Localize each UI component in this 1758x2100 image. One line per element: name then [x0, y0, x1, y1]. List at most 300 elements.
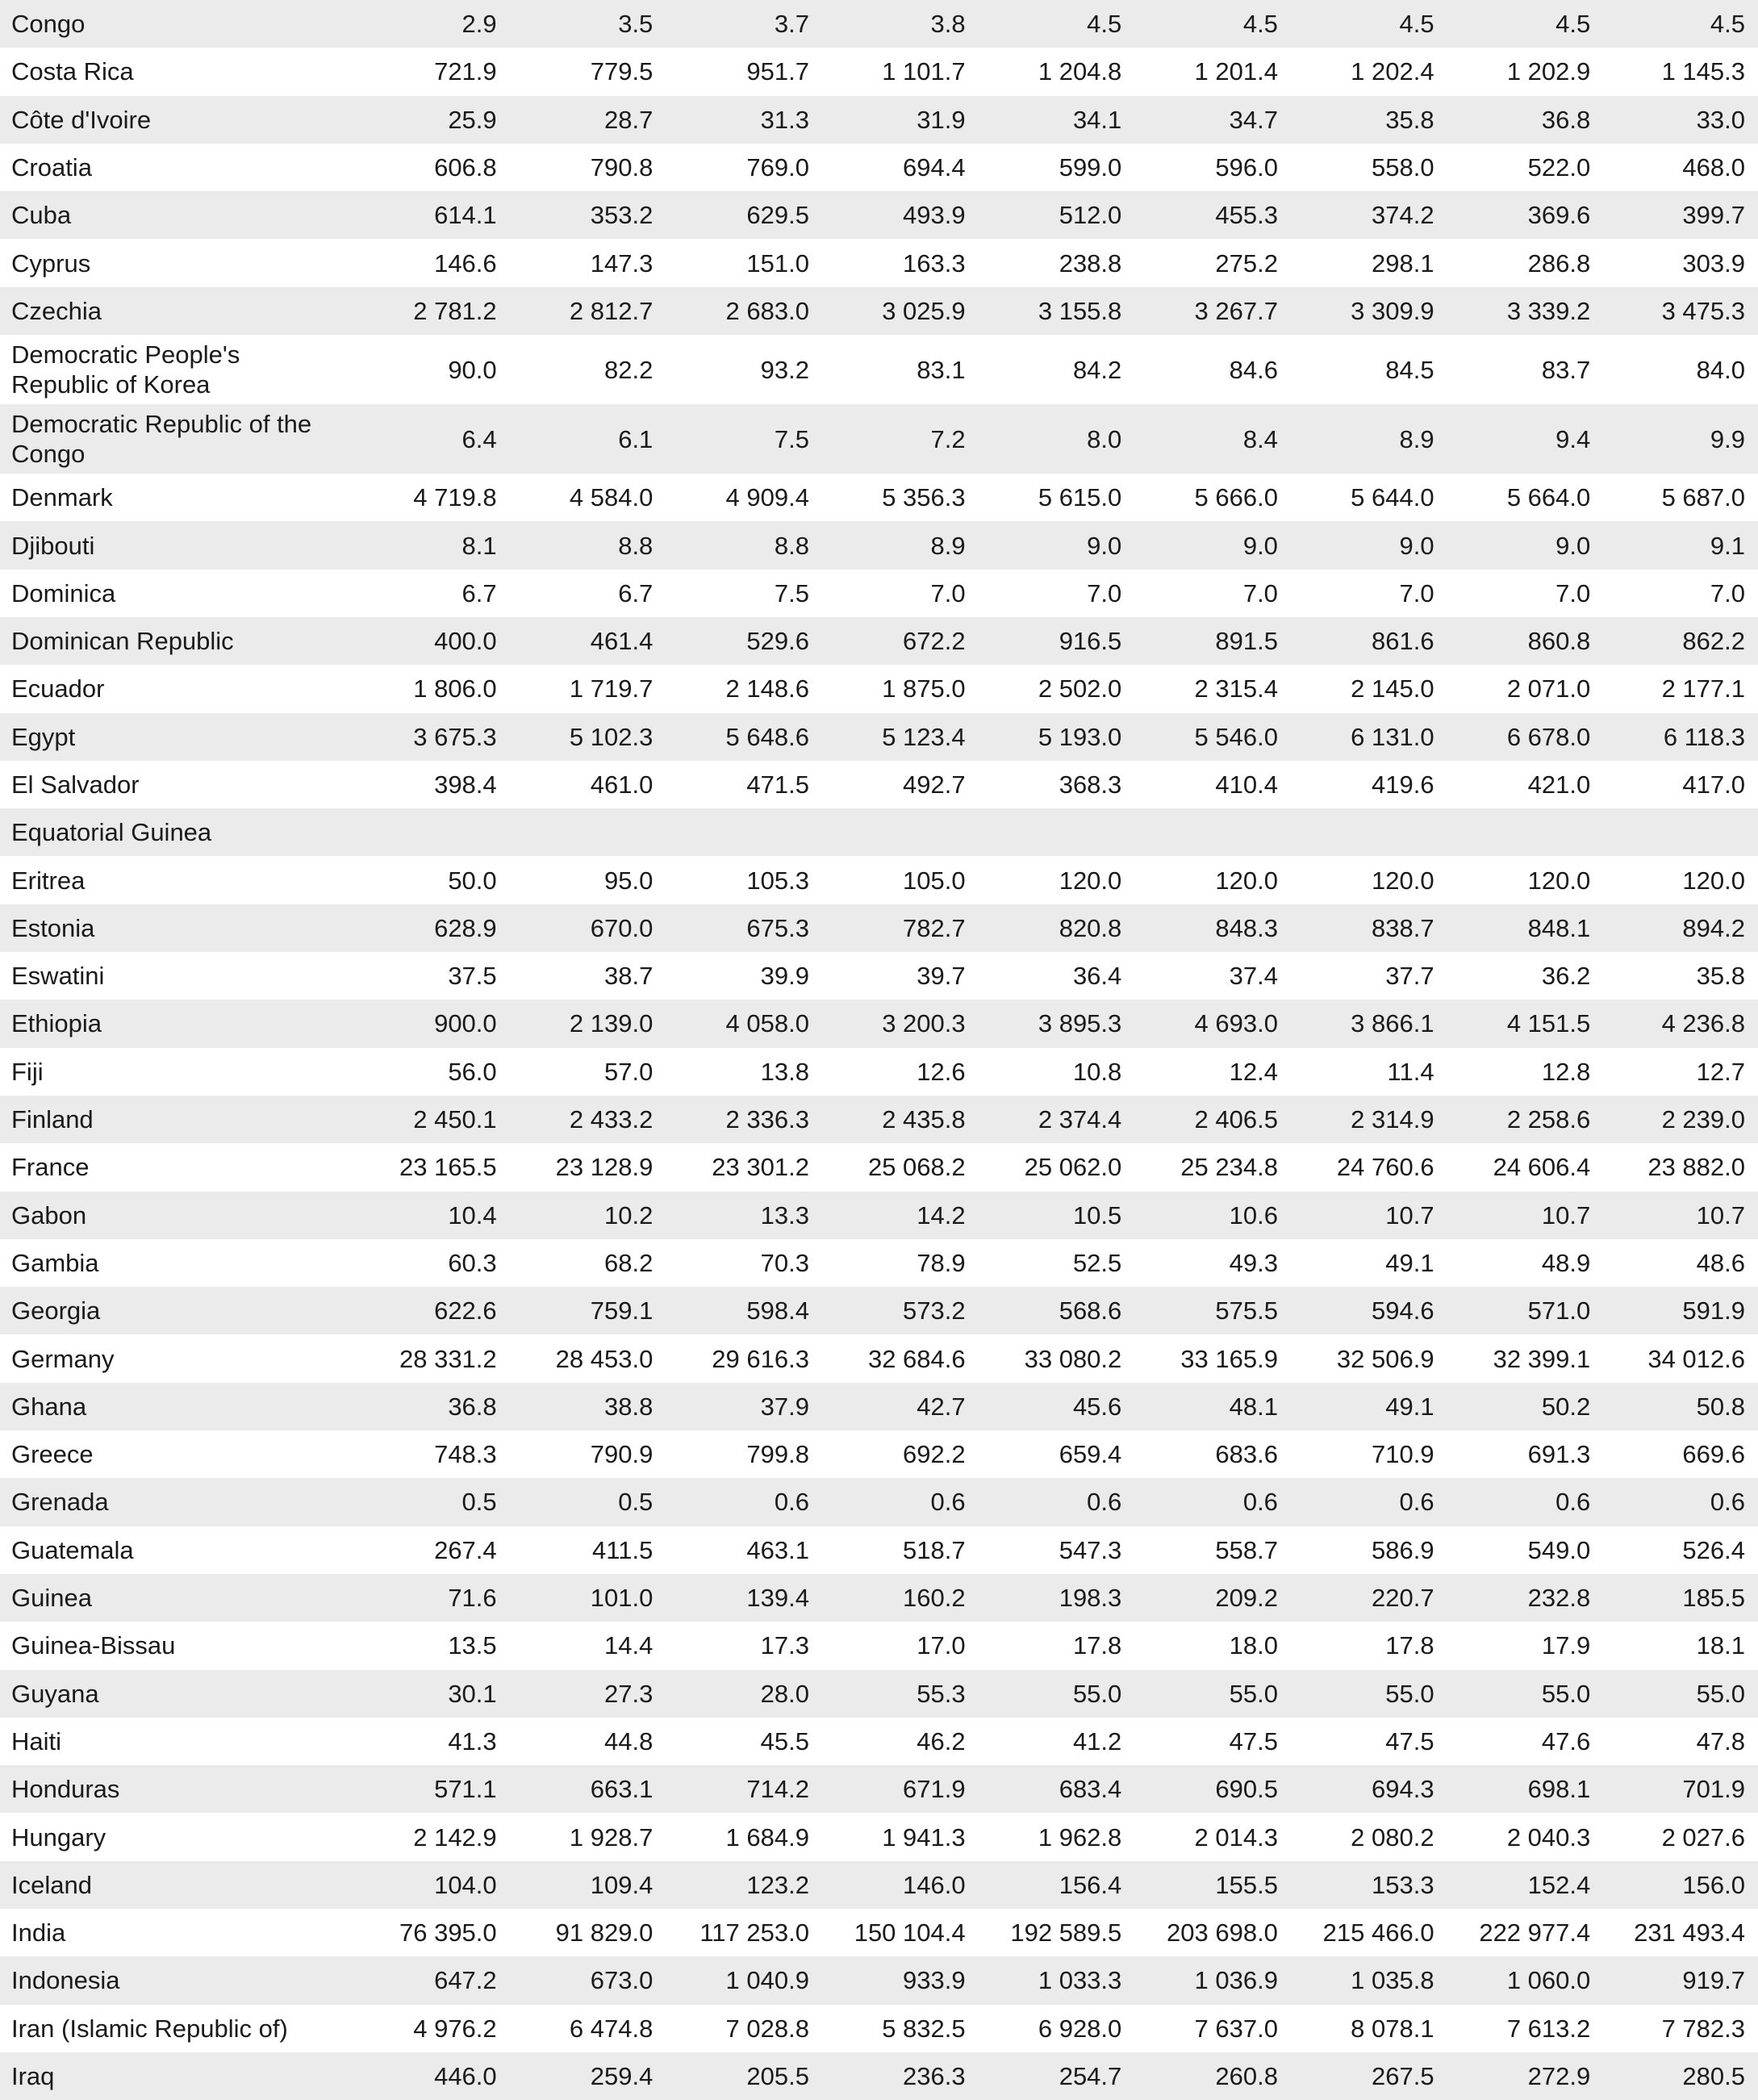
- value-cell: 1 101.7: [882, 57, 966, 86]
- value-cell: 1 201.4: [1194, 57, 1278, 86]
- value-cell: 146.6: [434, 248, 497, 278]
- value-cell: 1 204.8: [1038, 57, 1122, 86]
- value-cell: 57.0: [603, 1057, 654, 1086]
- value-cell: 24 760.6: [1336, 1153, 1434, 1182]
- value-cell: 215 466.0: [1322, 1918, 1434, 1948]
- value-cell: 33 080.2: [1024, 1344, 1122, 1373]
- value-cell: 860.8: [1527, 627, 1591, 656]
- value-cell: 4 976.2: [413, 2014, 497, 2043]
- value-cell: 34 012.6: [1647, 1344, 1745, 1373]
- country-name-cell: Eritrea: [11, 866, 86, 895]
- country-name-cell: Iraq: [11, 2062, 55, 2091]
- value-cell: 12.4: [1229, 1057, 1278, 1086]
- value-cell: 575.5: [1215, 1296, 1278, 1326]
- value-cell: 5 664.0: [1506, 483, 1591, 512]
- value-cell: 49.3: [1229, 1248, 1278, 1277]
- value-cell: 4 236.8: [1661, 1009, 1745, 1038]
- value-cell: 586.9: [1372, 1535, 1434, 1564]
- value-cell: 596.0: [1215, 153, 1278, 182]
- country-name-cell: Dominican Republic: [11, 627, 234, 656]
- value-cell: 647.2: [434, 1966, 497, 1995]
- value-cell: [664, 808, 821, 856]
- value-cell: 7.0: [930, 578, 966, 607]
- value-cell: 10.5: [1072, 1200, 1122, 1230]
- value-cell: 160.2: [903, 1584, 966, 1613]
- value-cell: 298.1: [1372, 248, 1434, 278]
- value-cell: 84.2: [1072, 355, 1122, 384]
- value-cell: 8.4: [1242, 424, 1278, 453]
- value-cell: 421.0: [1527, 770, 1591, 799]
- value-cell: 779.5: [590, 57, 654, 86]
- value-cell: 368.3: [1059, 770, 1122, 799]
- value-cell: 5 615.0: [1038, 483, 1122, 512]
- value-cell: 29 616.3: [712, 1344, 809, 1373]
- value-cell: 13.5: [448, 1631, 497, 1660]
- value-cell: 25 234.8: [1180, 1153, 1278, 1182]
- country-name-cell: Guyana: [11, 1679, 99, 1708]
- value-cell: 105.3: [746, 866, 809, 895]
- value-cell: 0.5: [618, 1488, 654, 1517]
- value-cell: 6.1: [618, 424, 654, 453]
- value-cell: 672.2: [903, 627, 966, 656]
- country-name-cell: Ecuador: [11, 674, 105, 703]
- value-cell: 3 339.2: [1506, 296, 1591, 325]
- value-cell: 951.7: [746, 57, 809, 86]
- value-cell: 44.8: [603, 1726, 654, 1756]
- value-cell: 374.2: [1372, 201, 1434, 230]
- value-cell: 547.3: [1059, 1535, 1122, 1564]
- country-name-cell: Democratic Republic of the Congo: [11, 410, 312, 469]
- value-cell: 461.4: [590, 627, 654, 656]
- value-cell: 84.5: [1385, 355, 1434, 384]
- value-cell: 2 258.6: [1506, 1105, 1591, 1134]
- value-cell: 694.3: [1372, 1775, 1434, 1804]
- value-cell: 12.8: [1541, 1057, 1591, 1086]
- value-cell: 398.4: [434, 770, 497, 799]
- value-cell: 1 928.7: [569, 1822, 654, 1852]
- value-cell: 36.8: [448, 1392, 497, 1421]
- value-cell: 411.5: [592, 1535, 654, 1564]
- value-cell: 6 928.0: [1038, 2014, 1122, 2043]
- value-cell: 231 493.4: [1634, 1918, 1745, 1948]
- value-cell: 675.3: [746, 913, 809, 942]
- country-name-cell: Equatorial Guinea: [11, 818, 212, 847]
- value-cell: 782.7: [903, 913, 966, 942]
- value-cell: 4.5: [1710, 10, 1745, 39]
- value-cell: 185.5: [1682, 1584, 1745, 1613]
- value-cell: 1 040.9: [725, 1966, 809, 1995]
- value-cell: 919.7: [1682, 1966, 1745, 1995]
- value-cell: 49.1: [1385, 1248, 1434, 1277]
- value-cell: 35.8: [1385, 105, 1434, 134]
- value-cell: 848.3: [1215, 913, 1278, 942]
- value-cell: 683.6: [1215, 1440, 1278, 1469]
- value-cell: 522.0: [1527, 153, 1591, 182]
- value-cell: 1 719.7: [569, 674, 654, 703]
- value-cell: 28.0: [760, 1679, 809, 1708]
- value-cell: 76 395.0: [399, 1918, 497, 1948]
- value-cell: 5 687.0: [1661, 483, 1745, 512]
- value-cell: 2 781.2: [413, 296, 497, 325]
- value-cell: 9.4: [1555, 424, 1591, 453]
- value-cell: 670.0: [590, 913, 654, 942]
- value-cell: [977, 808, 1134, 856]
- country-name-cell: Greece: [11, 1440, 94, 1469]
- value-cell: 446.0: [434, 2062, 497, 2091]
- value-cell: 71.6: [448, 1584, 497, 1613]
- value-cell: 2 502.0: [1038, 674, 1122, 703]
- value-cell: 47.8: [1696, 1726, 1745, 1756]
- value-cell: 84.6: [1229, 355, 1278, 384]
- value-cell: 30.1: [448, 1679, 497, 1708]
- country-name-cell: Czechia: [11, 296, 102, 325]
- value-cell: 628.9: [434, 913, 497, 942]
- value-cell: 23 165.5: [399, 1153, 497, 1182]
- table-row: [0, 1526, 1758, 1574]
- value-cell: 38.8: [603, 1392, 654, 1421]
- value-cell: 34.1: [1072, 105, 1122, 134]
- value-cell: 568.6: [1059, 1296, 1122, 1326]
- value-cell: 6 678.0: [1506, 722, 1591, 751]
- value-cell: 4 693.0: [1194, 1009, 1278, 1038]
- country-name-cell: India: [11, 1918, 66, 1948]
- value-cell: 13.3: [760, 1200, 809, 1230]
- value-cell: 0.6: [1555, 1488, 1591, 1517]
- country-name-cell: Fiji: [11, 1057, 44, 1086]
- value-cell: 45.6: [1072, 1392, 1122, 1421]
- value-cell: [821, 808, 977, 856]
- value-cell: 698.1: [1527, 1775, 1591, 1804]
- value-cell: 48.9: [1541, 1248, 1591, 1277]
- value-cell: 614.1: [434, 201, 497, 230]
- value-cell: 32 684.6: [867, 1344, 966, 1373]
- value-cell: [1601, 808, 1758, 856]
- value-cell: 2 139.0: [569, 1009, 654, 1038]
- value-cell: 701.9: [1682, 1775, 1745, 1804]
- value-cell: 41.2: [1072, 1726, 1122, 1756]
- value-cell: 471.5: [746, 770, 809, 799]
- table-row: [0, 2052, 1758, 2100]
- value-cell: 155.5: [1215, 1870, 1278, 1899]
- value-cell: 6 474.8: [569, 2014, 654, 2043]
- value-cell: 2 239.0: [1661, 1105, 1745, 1134]
- value-cell: 1 684.9: [725, 1822, 809, 1852]
- value-cell: 7.5: [774, 424, 809, 453]
- value-cell: 41.3: [448, 1726, 497, 1756]
- value-cell: 7 028.8: [725, 2014, 809, 2043]
- value-cell: 109.4: [590, 1870, 654, 1899]
- value-cell: 8.8: [774, 531, 809, 560]
- value-cell: 7.0: [1399, 578, 1434, 607]
- value-cell: 37.9: [760, 1392, 809, 1421]
- country-name-cell: Estonia: [11, 913, 95, 942]
- value-cell: 4 719.8: [413, 483, 497, 512]
- value-cell: 0.6: [1399, 1488, 1434, 1517]
- value-cell: 9.0: [1242, 531, 1278, 560]
- value-cell: 56.0: [448, 1057, 497, 1086]
- value-cell: 36.4: [1072, 962, 1122, 991]
- value-cell: 683.4: [1059, 1775, 1122, 1804]
- table-row: [0, 1574, 1758, 1622]
- table-row: [0, 856, 1758, 904]
- value-cell: 606.8: [434, 153, 497, 182]
- value-cell: 120.0: [1682, 866, 1745, 895]
- value-cell: 848.1: [1527, 913, 1591, 942]
- table-row: [0, 0, 1758, 48]
- value-cell: 9.0: [1555, 531, 1591, 560]
- table-row: [0, 1956, 1758, 2004]
- value-cell: 25.9: [448, 105, 497, 134]
- value-cell: 10.6: [1229, 1200, 1278, 1230]
- value-cell: 0.6: [1710, 1488, 1745, 1517]
- value-cell: 52.5: [1072, 1248, 1122, 1277]
- value-cell: 28.7: [603, 105, 654, 134]
- value-cell: 18.0: [1229, 1631, 1278, 1660]
- value-cell: 33 165.9: [1180, 1344, 1278, 1373]
- table-row: [0, 1000, 1758, 1047]
- value-cell: 7.0: [1087, 578, 1122, 607]
- value-cell: [508, 808, 665, 856]
- value-cell: 23 882.0: [1647, 1153, 1745, 1182]
- table-row: [0, 474, 1758, 521]
- value-cell: 2 080.2: [1351, 1822, 1434, 1852]
- value-cell: 47.5: [1229, 1726, 1278, 1756]
- value-cell: 222 977.4: [1479, 1918, 1591, 1948]
- value-cell: 1 941.3: [882, 1822, 966, 1852]
- value-cell: 1 875.0: [882, 674, 966, 703]
- value-cell: 4 058.0: [725, 1009, 809, 1038]
- value-cell: 7.5: [774, 578, 809, 607]
- value-cell: 492.7: [903, 770, 966, 799]
- value-cell: 7 613.2: [1506, 2014, 1591, 2043]
- value-cell: 35.8: [1696, 962, 1745, 991]
- value-cell: 591.9: [1682, 1296, 1745, 1326]
- value-cell: 84.0: [1696, 355, 1745, 384]
- country-name-cell: Cyprus: [11, 248, 91, 278]
- value-cell: 50.8: [1696, 1392, 1745, 1421]
- table-row: [0, 287, 1758, 335]
- value-cell: 512.0: [1059, 201, 1122, 230]
- value-cell: 721.9: [434, 57, 497, 86]
- value-cell: 419.6: [1372, 770, 1434, 799]
- value-cell: 17.9: [1541, 1631, 1591, 1660]
- value-cell: 32 506.9: [1336, 1344, 1434, 1373]
- value-cell: 1 145.3: [1661, 57, 1745, 86]
- table-row: [0, 665, 1758, 712]
- table-row: [0, 1670, 1758, 1718]
- value-cell: 2 177.1: [1661, 674, 1745, 703]
- value-cell: 2 433.2: [569, 1105, 654, 1134]
- value-cell: 46.2: [917, 1726, 966, 1756]
- table-row: [0, 404, 1758, 474]
- value-cell: 31.3: [760, 105, 809, 134]
- value-cell: 9.0: [1087, 531, 1122, 560]
- value-cell: 120.0: [1372, 866, 1434, 895]
- table-row: [0, 713, 1758, 761]
- value-cell: 50.0: [448, 866, 497, 895]
- value-cell: 10.4: [448, 1200, 497, 1230]
- value-cell: [1446, 808, 1602, 856]
- value-cell: 353.2: [590, 201, 654, 230]
- value-cell: 153.3: [1372, 1870, 1434, 1899]
- value-cell: 3 267.7: [1194, 296, 1278, 325]
- country-name-cell: Honduras: [11, 1775, 120, 1804]
- value-cell: 23 128.9: [555, 1153, 654, 1182]
- table-row: [0, 570, 1758, 617]
- value-cell: 286.8: [1527, 248, 1591, 278]
- value-cell: 692.2: [903, 1440, 966, 1469]
- value-cell: 8.0: [1087, 424, 1122, 453]
- value-cell: 710.9: [1372, 1440, 1434, 1469]
- value-cell: 55.0: [1541, 1679, 1591, 1708]
- value-cell: 5 356.3: [882, 483, 966, 512]
- value-cell: 101.0: [590, 1584, 654, 1613]
- table-row: [0, 1765, 1758, 1813]
- value-cell: 518.7: [903, 1535, 966, 1564]
- value-cell: 120.0: [1527, 866, 1591, 895]
- country-name-cell: Georgia: [11, 1296, 101, 1326]
- value-cell: 6.7: [461, 578, 497, 607]
- value-cell: 10.2: [603, 1200, 654, 1230]
- value-cell: 18.1: [1696, 1631, 1745, 1660]
- value-cell: 2 406.5: [1194, 1105, 1278, 1134]
- value-cell: 55.0: [1696, 1679, 1745, 1708]
- value-cell: 260.8: [1215, 2062, 1278, 2091]
- value-cell: 55.0: [1229, 1679, 1278, 1708]
- value-cell: 8.1: [461, 531, 497, 560]
- value-cell: 146.0: [903, 1870, 966, 1899]
- value-cell: 2 336.3: [725, 1105, 809, 1134]
- value-cell: 799.8: [746, 1440, 809, 1469]
- value-cell: 10.8: [1072, 1057, 1122, 1086]
- value-cell: 8.9: [930, 531, 966, 560]
- value-cell: 669.6: [1682, 1440, 1745, 1469]
- country-name-cell: Iceland: [11, 1870, 92, 1899]
- value-cell: 2 812.7: [569, 296, 654, 325]
- value-cell: 60.3: [448, 1248, 497, 1277]
- value-cell: 410.4: [1215, 770, 1278, 799]
- country-name-cell: Ethiopia: [11, 1009, 102, 1038]
- value-cell: 17.8: [1385, 1631, 1434, 1660]
- value-cell: 156.0: [1682, 1870, 1745, 1899]
- value-cell: 24 606.4: [1493, 1153, 1591, 1182]
- value-cell: 1 035.8: [1351, 1966, 1434, 1995]
- value-cell: 3.7: [774, 10, 809, 39]
- value-cell: 47.5: [1385, 1726, 1434, 1756]
- value-cell: 55.0: [1385, 1679, 1434, 1708]
- table-row: [0, 521, 1758, 569]
- value-cell: 303.9: [1682, 248, 1745, 278]
- value-cell: 3 155.8: [1038, 296, 1122, 325]
- value-cell: 123.2: [746, 1870, 809, 1899]
- value-cell: 9.0: [1399, 531, 1434, 560]
- table-row: [0, 1287, 1758, 1334]
- value-cell: 4.5: [1399, 10, 1434, 39]
- country-name-cell: France: [11, 1153, 90, 1182]
- value-cell: 9.1: [1710, 531, 1745, 560]
- value-cell: 1 962.8: [1038, 1822, 1122, 1852]
- value-cell: 55.0: [1072, 1679, 1122, 1708]
- value-cell: 10.7: [1541, 1200, 1591, 1230]
- value-cell: 573.2: [903, 1296, 966, 1326]
- table-row: [0, 1430, 1758, 1478]
- country-name-cell: El Salvador: [11, 770, 140, 799]
- value-cell: 90.0: [448, 355, 497, 384]
- value-cell: 220.7: [1372, 1584, 1434, 1613]
- country-name-cell: Egypt: [11, 722, 76, 751]
- value-cell: 6 118.3: [1663, 722, 1745, 751]
- value-cell: 529.6: [746, 627, 809, 656]
- table-row: [0, 1383, 1758, 1430]
- value-cell: 748.3: [434, 1440, 497, 1469]
- value-cell: 117 253.0: [699, 1918, 809, 1948]
- table-row: [0, 191, 1758, 239]
- value-cell: [352, 808, 508, 856]
- value-cell: 83.1: [917, 355, 966, 384]
- value-cell: 3 475.3: [1661, 296, 1745, 325]
- value-cell: 37.5: [448, 962, 497, 991]
- table-row: [0, 1718, 1758, 1765]
- value-cell: 147.3: [590, 248, 654, 278]
- value-cell: 275.2: [1215, 248, 1278, 278]
- country-name-cell: Ghana: [11, 1392, 87, 1421]
- value-cell: 37.7: [1385, 962, 1434, 991]
- value-cell: [1289, 808, 1446, 856]
- table-row: [0, 1239, 1758, 1287]
- table-row: [0, 1861, 1758, 1909]
- table-row: [0, 335, 1758, 404]
- value-cell: 2 683.0: [725, 296, 809, 325]
- country-name-cell: Djibouti: [11, 531, 95, 560]
- value-cell: 4 151.5: [1506, 1009, 1591, 1038]
- value-cell: 17.3: [760, 1631, 809, 1660]
- value-cell: 2 145.0: [1351, 674, 1434, 703]
- value-cell: 2 435.8: [882, 1105, 966, 1134]
- value-cell: 39.7: [917, 962, 966, 991]
- value-cell: 31.9: [917, 105, 966, 134]
- value-cell: 2 374.4: [1038, 1105, 1122, 1134]
- value-cell: 83.7: [1541, 355, 1591, 384]
- value-cell: 104.0: [434, 1870, 497, 1899]
- value-cell: 68.2: [603, 1248, 654, 1277]
- value-cell: 2 040.3: [1506, 1822, 1591, 1852]
- value-cell: 203 698.0: [1167, 1918, 1278, 1948]
- value-cell: 280.5: [1682, 2062, 1745, 2091]
- value-cell: 82.2: [603, 355, 654, 384]
- value-cell: 2 315.4: [1194, 674, 1278, 703]
- value-cell: 3 675.3: [413, 722, 497, 751]
- value-cell: 25 068.2: [867, 1153, 966, 1182]
- value-cell: 0.5: [461, 1488, 497, 1517]
- value-cell: 659.4: [1059, 1440, 1122, 1469]
- country-name-cell: Gabon: [11, 1200, 87, 1230]
- table-row: [0, 96, 1758, 144]
- value-cell: 769.0: [746, 153, 809, 182]
- table-row: [0, 952, 1758, 1000]
- table-row: [0, 239, 1758, 286]
- value-cell: 4.5: [1087, 10, 1122, 39]
- value-cell: 272.9: [1527, 2062, 1591, 2091]
- country-name-cell: Iran (Islamic Republic of): [11, 2014, 288, 2043]
- value-cell: 0.6: [774, 1488, 809, 1517]
- value-cell: 399.7: [1682, 201, 1745, 230]
- value-cell: 5 648.6: [725, 722, 809, 751]
- value-cell: 238.8: [1059, 248, 1122, 278]
- value-cell: 493.9: [903, 201, 966, 230]
- value-cell: 8.9: [1399, 424, 1434, 453]
- value-cell: 48.1: [1229, 1392, 1278, 1421]
- value-cell: 1 060.0: [1506, 1966, 1591, 1995]
